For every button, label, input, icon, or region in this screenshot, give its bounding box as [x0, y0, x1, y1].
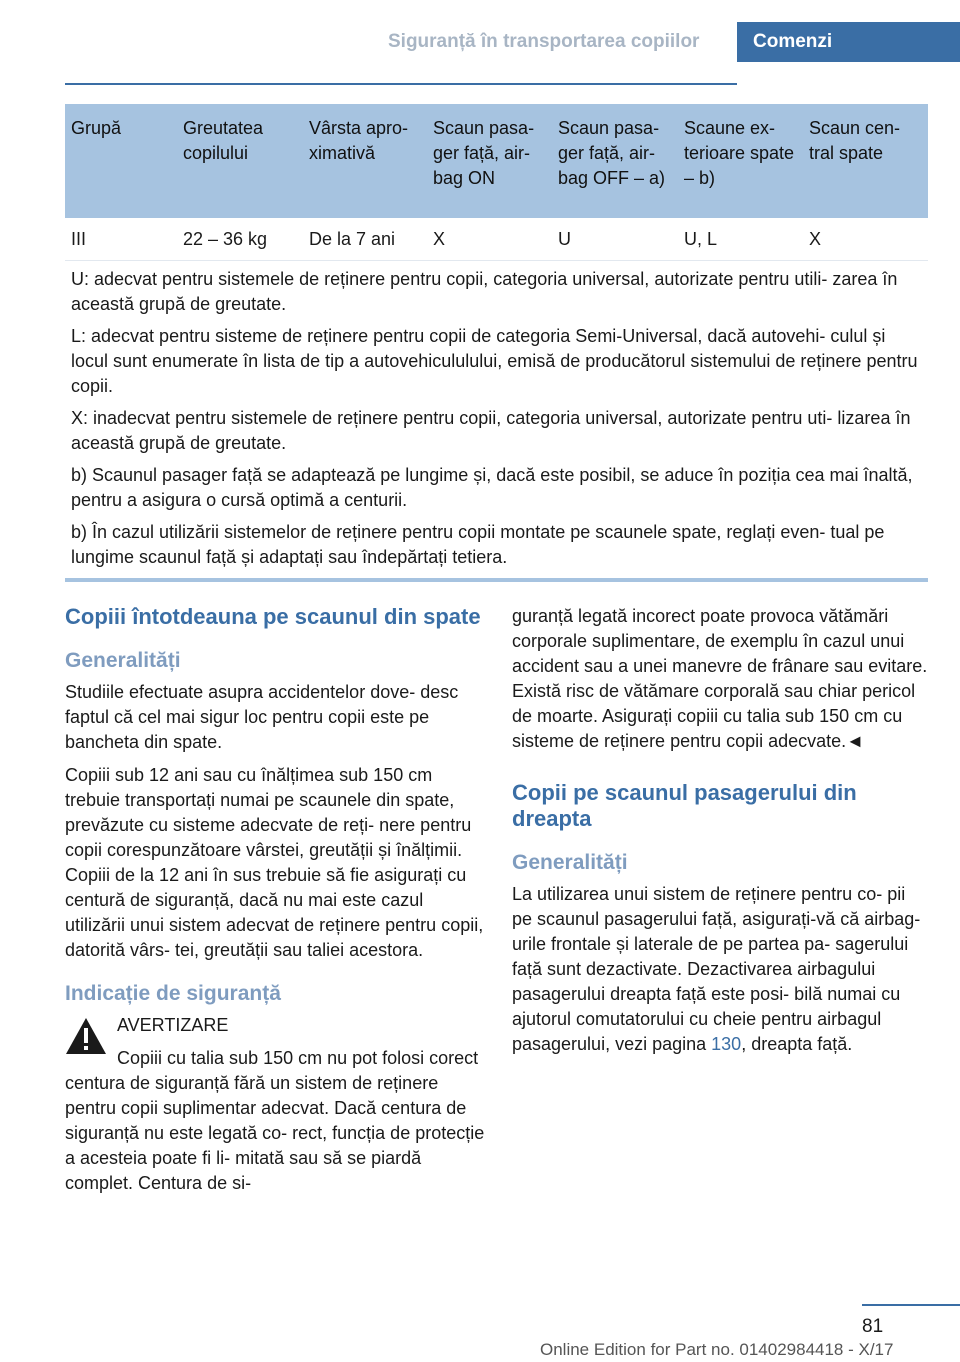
page-header [0, 22, 960, 62]
footer-rule [862, 1304, 960, 1306]
table-cell: De la 7 ani [309, 229, 396, 249]
paragraph-text: , dreapta față. [741, 1034, 853, 1054]
warning-triangle-icon [65, 1017, 107, 1055]
table-header-row [65, 104, 928, 218]
table-cell: 22 – 36 kg [183, 229, 268, 249]
child-seat-table [65, 104, 928, 577]
table-note: b) Scaunul pasager față se adaptează pe lungime și, dacă este posibil, se aduce în poziția cea mai înaltă, pentru a asigura o cursă optimă a centurii. [71, 465, 913, 510]
warning-label: AVERTIZARE [117, 1015, 229, 1035]
table-note: U: adecvat pentru sistemele de reținere pentru copii, categoria universal, autorizate pentru utili- zarea în această grupă de greutate. [71, 269, 898, 314]
subheading: Indicație de siguranță [65, 982, 281, 1005]
paragraph: Copiii sub 12 ani sau cu înălțimea sub 150 cm trebuie transportați numai pe scaunele din spate, prevăzute cu sisteme adecvate de reți- nere pentru copii corespunzătoare vârstei, greutății și înălțimii. Copiii de la 12 ani în sus trebuie să fie asigurați cu centură de siguranță, dacă nu mai este cazul utilizării unui sistem adecvat de reținere pentru copii, datorită vârs- tei, greutății sau taliei acestora. [65, 765, 484, 960]
table-notes [65, 261, 928, 570]
right-column [512, 604, 930, 1065]
section-heading: Copii pe scaunul pasagerului din dreapta [512, 780, 857, 831]
table-header-cell: Vârsta apro- ximativă [309, 118, 409, 163]
paragraph-text: La utilizarea unui sistem de reținere pentru co- pii pe scaunul pasagerului față, asigurați-vă că airbag-urile frontale și laterale de pe partea pa- sagerului față sunt dezactivate. Dezactivarea airbagului pasagerului dreapta față este posi- bilă numai cu ajutorul comutatorului cu cheie pentru airbagul pasagerului, vezi pagina [512, 884, 921, 1054]
left-column [65, 604, 485, 1204]
table-separator [65, 578, 928, 582]
table-note: L: adecvat pentru sisteme de reținere pentru copii de categoria Semi-Universal, dacă autovehi- culul și locul sunt enumerate în lista de tip a autovehicululului, emisă de producătorul sistemului de reținere pentru copii. [71, 326, 918, 396]
warning-text: Copiii cu talia sub 150 cm nu pot folosi corect centura de siguranță fără un sistem de reținere pentru copii suplimentar adecvat. Dacă centura de siguranță nu este legată co- rect, funcția de protecție a acesteia poate fi li- mitată sau să se piardă complet. Centura de si- [65, 1048, 485, 1193]
table-note: X: inadecvat pentru sistemele de reținere pentru copii, categoria universal, autorizate pentru uti- lizarea în această grupă de greutate. [71, 408, 911, 453]
table-cell: U, L [684, 229, 718, 249]
warning-block [65, 1013, 485, 1038]
section-title: Siguranță în transportarea copiilor [388, 31, 700, 52]
table-header-cell: Scaun pasa- ger față, air- bag ON [433, 118, 535, 188]
table-cell: III [71, 229, 87, 249]
table-cell: U [558, 229, 571, 249]
page-link[interactable]: 130 [711, 1034, 742, 1054]
table-header-cell: Scaun cen- tral spate [809, 118, 901, 163]
table-header-cell: Scaune ex- terioare spate – b) [684, 118, 795, 188]
section-heading: Copiii întotdeauna pe scaunul din spate [65, 604, 481, 629]
header-rule [65, 83, 737, 85]
paragraph: guranță legată incorect poate provoca vătămări corporale suplimentare, de exemplu în cazul unui accident sau a unei manevre de frânare sau evitare. Există risc de vătămare corporală sau chiar pericol de moarte. Asigurați copiii cu talia sub 150 cm cu sisteme de reținere pentru copii adecvate.◄ [512, 606, 928, 751]
table-header-cell: Scaun pasa- ger față, air- bag OFF – a) [558, 118, 666, 188]
chapter-tab[interactable]: Comenzi [737, 22, 960, 62]
subheading: Generalități [65, 649, 181, 672]
table-header-cell: Greutatea copilului [183, 118, 264, 163]
table-note: b) În cazul utilizării sistemelor de reținere pentru copii montate pe scaunele spate, reglați even- tual pe lungime scaunul față și adaptați sau îndepărtați tetiera. [71, 522, 885, 567]
table-cell: X [809, 229, 822, 249]
table-row [65, 218, 928, 261]
paragraph: Studiile efectuate asupra accidentelor dove- desc faptul că cel mai sigur loc pentru copii este pe bancheta din spate. [65, 682, 459, 752]
subheading: Generalități [512, 851, 628, 874]
table-cell: X [433, 229, 446, 249]
paragraph [512, 882, 930, 1057]
table-header-cell: Grupă [71, 118, 122, 138]
edition-note: Online Edition for Part no. 01402984418 - X/17 [540, 1340, 894, 1359]
page-number: 81 [862, 1316, 884, 1337]
